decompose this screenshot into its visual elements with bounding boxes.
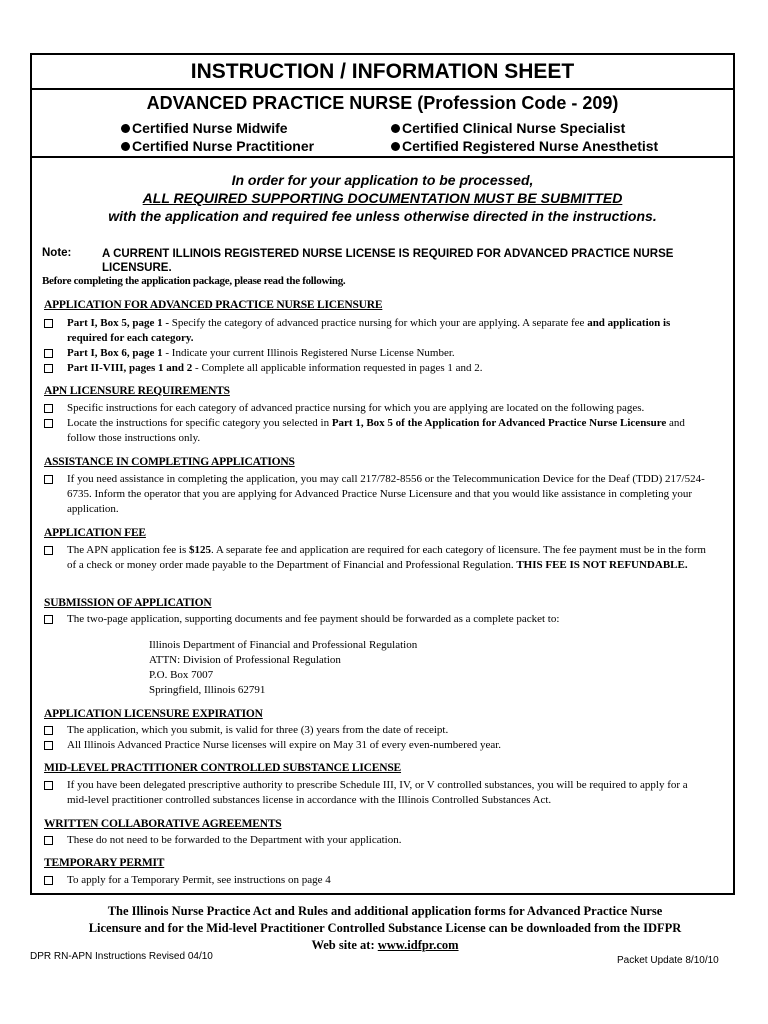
note-text: A CURRENT ILLINOIS REGISTERED NURSE LICENSE IS REQUIRED FOR ADVANCED PRACTICE NURSE LICENSURE. xyxy=(102,248,674,274)
checkbox-icon xyxy=(44,836,53,845)
section-heading-submission: SUBMISSION OF APPLICATION xyxy=(44,597,212,609)
category-item: Certified Registered Nurse Anesthetist xyxy=(391,138,658,154)
section-heading-fee: APPLICATION FEE xyxy=(44,527,146,539)
list-item: Part I, Box 5, page 1 - Specify the category of advanced practice nursing for which your are applying. A separate fee and application is required for each category. xyxy=(44,316,706,346)
profession-title: ADVANCED PRACTICE NURSE (Profession Code - 209) xyxy=(146,93,619,113)
category-item: Certified Nurse Midwife xyxy=(121,120,288,136)
section-heading-requirements: APN LICENSURE REQUIREMENTS xyxy=(44,385,230,397)
intro-line-2: ALL REQUIRED SUPPORTING DOCUMENTATION MUST BE SUBMITTED xyxy=(142,190,623,206)
bullet-icon xyxy=(121,124,130,133)
checkbox-icon xyxy=(44,741,53,750)
checkbox-icon xyxy=(44,404,53,413)
section-heading-temporary: TEMPORARY PERMIT xyxy=(44,857,165,869)
section-heading-expiration: APPLICATION LICENSURE EXPIRATION xyxy=(44,708,263,720)
checkbox-icon xyxy=(44,349,53,358)
footer-note: The Illinois Nurse Practice Act and Rules and additional application forms for Advanced Practice Nurse Licensure and for the Mid-level Practitioner Controlled Substance License can be downloaded from the IDFPR Web site at: www.idfpr.com xyxy=(88,904,682,952)
checkbox-icon xyxy=(44,726,53,735)
address-line: Springfield, Illinois 62791 xyxy=(149,684,266,696)
address-line: P.O. Box 7007 xyxy=(149,669,214,681)
section-heading-assistance: ASSISTANCE IN COMPLETING APPLICATIONS xyxy=(44,456,295,468)
before-completing: Before completing the application package, please read the following. xyxy=(42,275,346,287)
checkbox-icon xyxy=(44,475,53,484)
checkbox-icon xyxy=(44,546,53,555)
form-id: DPR RN-APN Instructions Revised 04/10 xyxy=(30,951,213,962)
intro-line-1: In order for your application to be processed, xyxy=(231,172,534,188)
checkbox-icon xyxy=(44,419,53,428)
bullet-icon xyxy=(391,124,400,133)
checkbox-icon xyxy=(44,876,53,885)
packet-update: Packet Update 8/10/10 xyxy=(617,955,719,966)
checkbox-icon xyxy=(44,319,53,328)
section-heading-midlevel: MID-LEVEL PRACTITIONER CONTROLLED SUBSTANCE LICENSE xyxy=(44,762,402,774)
profession-header xyxy=(32,90,733,158)
website-link[interactable]: www.idfpr.com xyxy=(377,938,459,952)
page-title: INSTRUCTION / INFORMATION SHEET xyxy=(190,60,575,83)
checkbox-icon xyxy=(44,781,53,790)
bullet-icon xyxy=(391,142,400,151)
category-item: Certified Clinical Nurse Specialist xyxy=(391,120,625,136)
section-heading-collaborative: WRITTEN COLLABORATIVE AGREEMENTS xyxy=(44,818,282,830)
instruction-sheet: INSTRUCTION / INFORMATION SHEET ADVANCED PRACTICE NURSE (Profession Code - 209) Certified Nurse Midwife Certified Clinical Nurse Specialist Certified Nurse Practitioner Certified Registered Nurse Anesthetist In order for your application to be processed, ALL REQUIRED SUPPORTING DOCUMENTATION MUST BE SUBMITTED with the application and required fee unless otherwise directed in the instructions. Note: A CURRENT ILLINOIS REGISTERED NURSE LICENSE IS REQUIRED FOR ADVANCED PRACTICE NURSE LICENSURE. Before completing the application package, please read the following. APPLICATION FOR ADVANCED PRACTICE NURSE LICENSURE Part I, Box 5, page 1 - Specify the category of advanced practice nursing for which your are applying. A separate fee and application is required for each category. Part I, Box 6, page 1 - Indicate your current Illinois Registered Nurse License Number. Part II-VIII, pages 1 and 2 - Complete all applicable information requested in pages 1 and 2. APN LICENSURE REQUIREMENTS Specific instructions for each category of advanced practice nursing for which you are applying are located on the following pages. Locate the instructions for specific category you selected in Part 1, Box 5 of the Application for Advanced Practice Nurse Licensure and follow those instructions only. ASSISTANCE IN COMPLETING APPLICATIONS If you need assistance in completing the application, you may call 217/782-8556 or the Telecommunication Device for the Deaf (TDD) 217/524-6735. Inform the operator that you are applying for Advanced Practice Nurse Licensure and that you would like assistance in completing your application. APPLICATION FEE The APN application fee is $125. A separate fee and application are required for each category of licensure. The fee payment must be in the form of a check or money order made payable to the Department of Financial and Professional Regulation. THIS FEE IS NOT REFUNDABLE. SUBMISSION OF APPLICATION The two-page application, supporting documents and fee payment should be forwarded as a complete packet to: Illinois Department of Financial and Professional Regulation ATTN: Division of Professional Regulation P.O. Box 7007 Springfield, Illinois 62791 APPLICATION LICENSURE EXPIRATION The application, which you submit, is valid for three (3) years from the date of receipt. All Illinois Advanced Practice Nurse licenses will expire on May 31 of every even-numbered year. MID-LEVEL PRACTITIONER CONTROLLED SUBSTANCE LICENSE If you have been delegated prescriptive authority to prescribe Schedule III, IV, or V controlled substances, you will be required to apply for a mid-level practitioner controlled substances license in accordance with the Illinois Controlled Substances Act. WRITTEN COLLABORATIVE AGREEMENTS These do not need to be forwarded to the Department with your application. TEMPORARY PERMIT To apply for a Temporary Permit, see instructions on page 4 xyxy=(30,53,735,895)
title-bar xyxy=(32,55,733,90)
address-line: ATTN: Division of Professional Regulation xyxy=(149,654,341,666)
checkbox-icon xyxy=(44,615,53,624)
checkbox-icon xyxy=(44,364,53,373)
note-label: Note: xyxy=(42,247,72,259)
intro-line-3: with the application and required fee unless otherwise directed in the instructions. xyxy=(108,208,657,224)
category-item: Certified Nurse Practitioner xyxy=(121,138,314,154)
bullet-icon xyxy=(121,142,130,151)
section-heading-application: APPLICATION FOR ADVANCED PRACTICE NURSE LICENSURE xyxy=(44,299,383,311)
address-line: Illinois Department of Financial and Professional Regulation xyxy=(149,639,418,651)
